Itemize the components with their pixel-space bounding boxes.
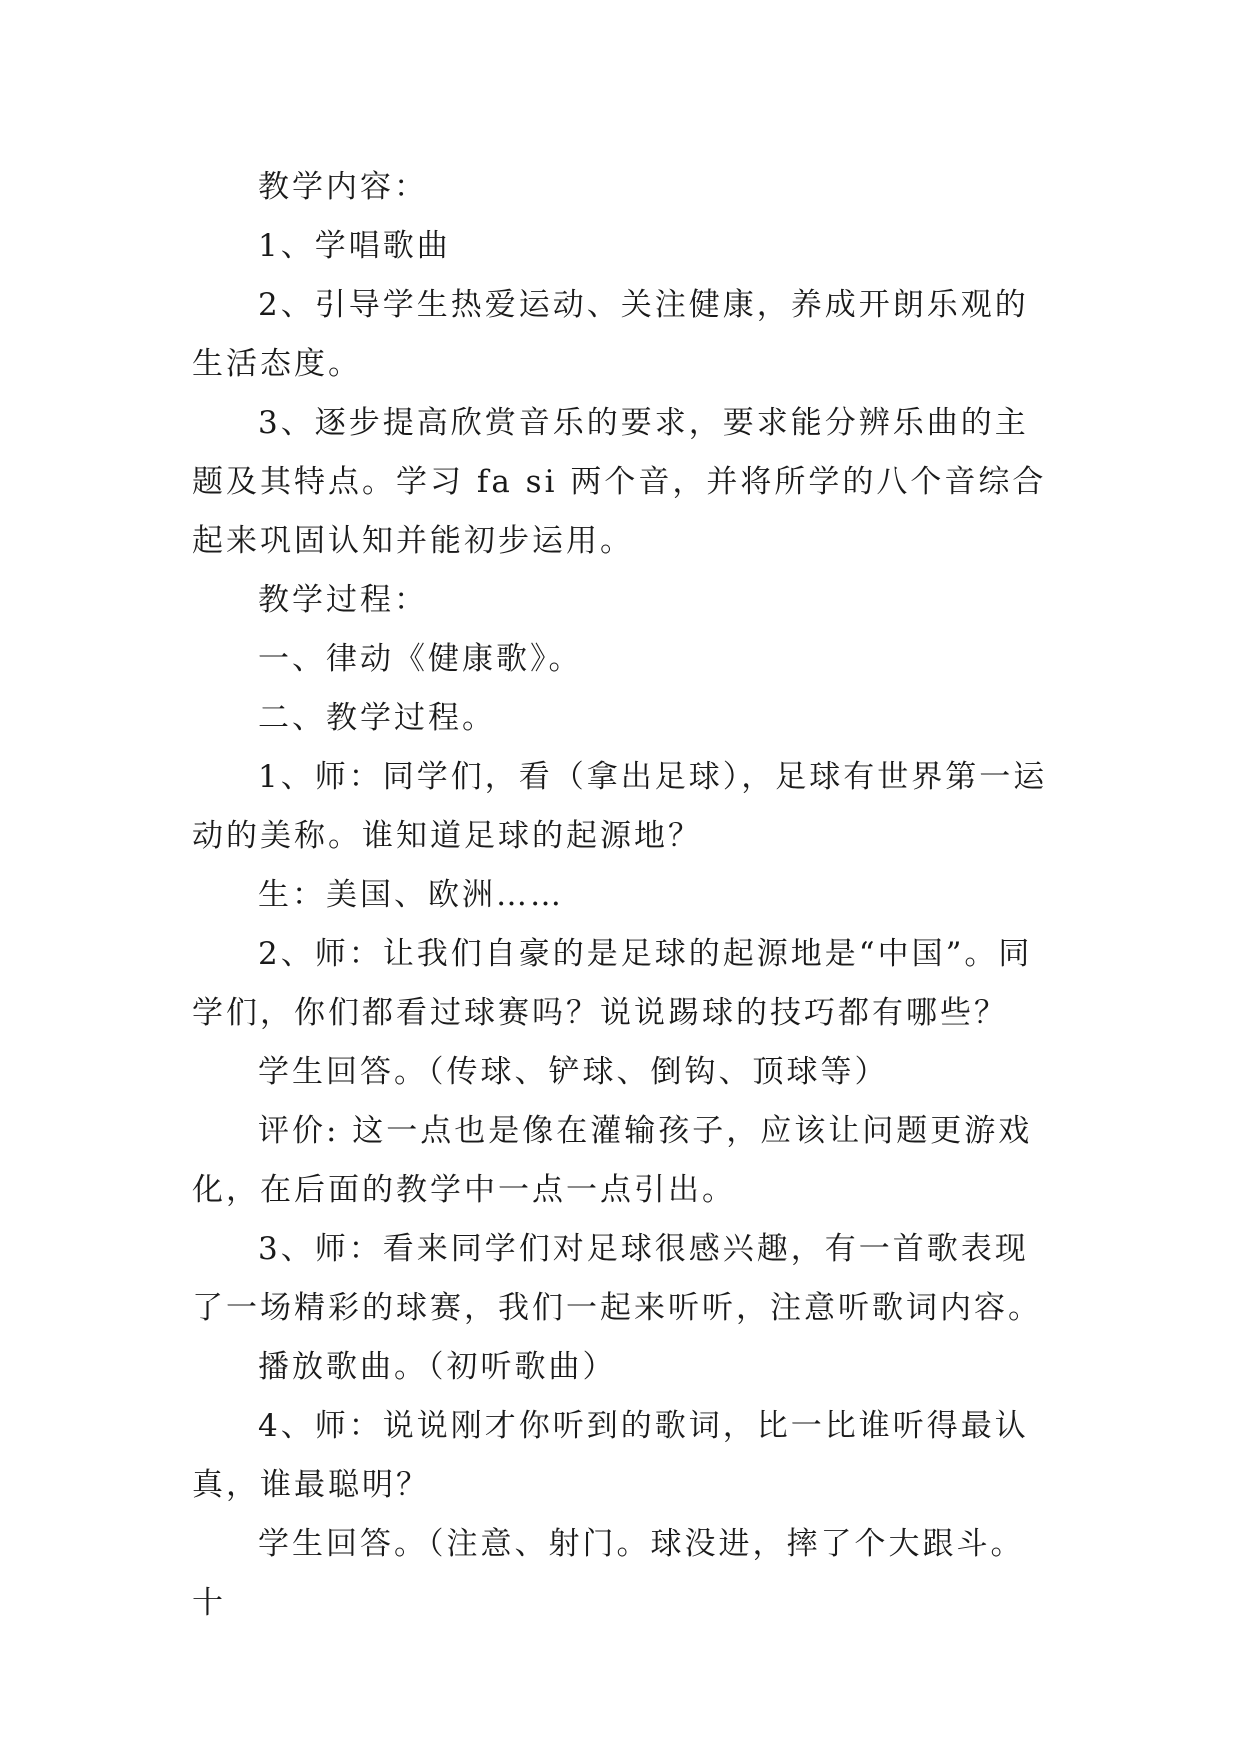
heading-teaching-content: 教学内容： [258,169,428,205]
student-answer-3: 学生回答。（注意、射门。球没进，摔了个大跟斗。十 [192,1526,1025,1621]
play-song: 播放歌曲。（初听歌曲） [258,1349,617,1385]
heading-teaching-process: 教学过程： [258,582,428,618]
list-item-2: 2、引导学生热爱运动、关注健康，养成开朗乐观的生活态度。 [192,287,1029,382]
process-step-1: 1、师：同学们，看（拿出足球），足球有世界第一运动的美称。谁知道足球的起源地？ [192,759,1048,854]
evaluation-note: 评价: 这一点也是像在灌输孩子，应该让问题更游戏化，在后面的教学中一点一点引出。 [192,1113,1033,1208]
section-two: 二、教学过程。 [258,700,496,736]
process-step-2: 2、师：让我们自豪的是足球的起源地是“中国”。同学们，你们都看过球赛吗？说说踢球的技巧都有哪些？ [192,936,1033,1031]
list-item-1: 1、学唱歌曲 [258,228,451,264]
process-step-4: 4、师：说说刚才你听到的歌词，比一比谁听得最认真，谁最聪明？ [192,1408,1029,1503]
document-page [192,158,1052,1633]
process-step-3: 3、师：看来同学们对足球很感兴趣，有一首歌表现了一场精彩的球赛，我们一起来听听，注意听歌词内容。 [192,1231,1042,1326]
section-one: 一、律动《健康歌》。 [258,641,583,677]
student-answer-1: 生：美国、欧洲…… [258,877,564,913]
list-item-3: 3、逐步提高欣赏音乐的要求，要求能分辨乐曲的主题及其特点。学习 fa si 两个音，并将所学的八个音综合起来巩固认知并能初步运用。 [192,405,1047,559]
student-answer-2: 学生回答。（传球、铲球、倒钩、顶球等） [258,1054,889,1090]
